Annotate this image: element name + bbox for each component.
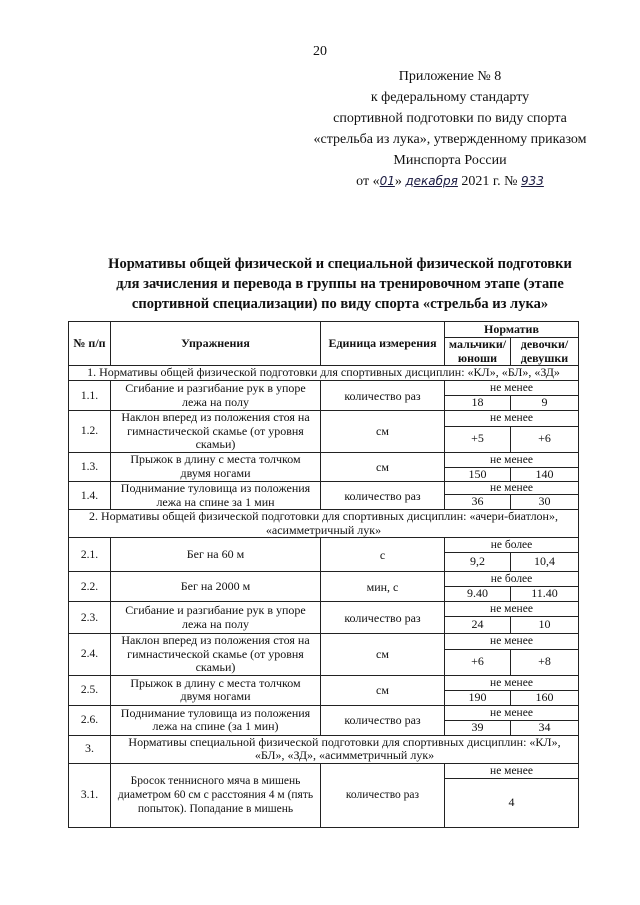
row-condition: не менее <box>445 381 579 396</box>
row-boys: 24 <box>445 617 511 634</box>
row-girls: 30 <box>511 495 579 510</box>
header-row <box>69 322 579 338</box>
row-unit: мин, с <box>321 572 445 602</box>
row-girls: +8 <box>511 649 579 675</box>
date-mid: » <box>394 174 402 189</box>
row-unit: количество раз <box>321 482 445 510</box>
row-exercise: Прыжок в длину с места толчком двумя ногами <box>111 675 321 705</box>
row-girls: 10 <box>511 617 579 634</box>
row-girls: 11.40 <box>511 587 579 602</box>
section-number: 3. <box>69 735 111 763</box>
row-girls: +6 <box>511 426 579 452</box>
row-exercise: Бег на 2000 м <box>111 572 321 602</box>
annex-line-standard: к федеральному стандарту <box>370 90 530 105</box>
annex-line-order: «стрельба из лука», утвержденному приказом <box>313 132 587 147</box>
row-unit: количество раз <box>321 705 445 735</box>
row-unit: количество раз <box>321 763 445 827</box>
row-condition: не менее <box>445 411 579 427</box>
row-value: 4 <box>445 778 579 827</box>
row-boys: 190 <box>445 690 511 705</box>
row-number: 1.4. <box>69 482 111 510</box>
row-number: 2.6. <box>69 705 111 735</box>
section-row <box>69 366 579 381</box>
section-title: Нормативы специальной физической подготовки для спортивных дисциплин: «КЛ», «БЛ», «ЗД», «асимметричный лук» <box>111 735 579 763</box>
header-norm: Норматив <box>445 322 579 338</box>
row-exercise: Поднимание туловища из положения лежа на спине за 1 мин <box>111 482 321 510</box>
date-year: 2021 г. № <box>461 174 518 189</box>
row-condition: не менее <box>445 675 579 690</box>
table-row <box>69 705 579 720</box>
date-day: 01 <box>379 174 395 188</box>
row-condition: не более <box>445 538 579 553</box>
row-unit: см <box>321 675 445 705</box>
heading-line-3: спортивной специализации) по виду спорта «стрельба из лука» <box>131 296 549 312</box>
row-condition: не менее <box>445 452 579 467</box>
table-row <box>69 634 579 650</box>
row-girls: 140 <box>511 467 579 482</box>
row-condition: не менее <box>445 634 579 650</box>
table-row <box>69 675 579 690</box>
header-girls: девочки/ девушки <box>511 338 579 366</box>
table-row <box>69 411 579 427</box>
row-boys: 39 <box>445 720 511 735</box>
norms-table <box>68 321 579 828</box>
row-condition: не менее <box>445 763 579 778</box>
table-row <box>69 763 579 778</box>
row-condition: не менее <box>445 482 579 495</box>
annex-date-line <box>300 171 600 192</box>
row-unit: см <box>321 452 445 482</box>
row-girls: 34 <box>511 720 579 735</box>
row-exercise: Прыжок в длину с места толчком двумя ногами <box>111 452 321 482</box>
row-exercise: Бег на 60 м <box>111 538 321 572</box>
header-exercise: Упражнения <box>111 322 321 366</box>
row-number: 2.2. <box>69 572 111 602</box>
row-exercise: Сгибание и разгибание рук в упоре лежа на полу <box>111 602 321 634</box>
row-girls: 160 <box>511 690 579 705</box>
row-number: 1.2. <box>69 411 111 453</box>
annex-line-sport: спортивной подготовки по виду спорта <box>333 111 567 126</box>
row-unit: см <box>321 634 445 676</box>
row-unit: с <box>321 538 445 572</box>
row-number: 2.3. <box>69 602 111 634</box>
header-boys: мальчики/ юноши <box>445 338 511 366</box>
row-unit: см <box>321 411 445 453</box>
row-girls: 10,4 <box>511 553 579 572</box>
row-boys: +6 <box>445 649 511 675</box>
section-row <box>69 510 579 538</box>
row-exercise: Бросок теннисного мяча в мишень диаметром 60 см с расстояния 4 м (пять попыток). Попадание в мишень <box>111 763 321 827</box>
row-condition: не менее <box>445 602 579 617</box>
row-unit: количество раз <box>321 602 445 634</box>
table-row <box>69 538 579 553</box>
table-row <box>69 452 579 467</box>
row-boys: 9,2 <box>445 553 511 572</box>
row-number: 3.1. <box>69 763 111 827</box>
date-month: декабря <box>405 174 458 188</box>
date-prefix: от « <box>356 174 380 189</box>
header-no: № п/п <box>69 322 111 366</box>
table-row <box>69 602 579 617</box>
page-number: 20 <box>313 44 327 59</box>
heading-line-2: для зачисления и перевода в группы на тренировочном этапе (этапе <box>116 276 564 292</box>
table-row <box>69 482 579 495</box>
row-number: 1.3. <box>69 452 111 482</box>
table-row <box>69 572 579 587</box>
row-condition: не менее <box>445 705 579 720</box>
row-boys: +5 <box>445 426 511 452</box>
row-boys: 18 <box>445 396 511 411</box>
row-exercise: Поднимание туловища из положения лежа на спине (за 1 мин) <box>111 705 321 735</box>
header-unit: Единица измерения <box>321 322 445 366</box>
annex-line-ministry: Минспорта России <box>393 153 507 168</box>
section-title: 2. Нормативы общей физической подготовки для спортивных дисциплин: «ачери-биатлон», «асимметричный лук» <box>69 510 579 538</box>
row-girls: 9 <box>511 396 579 411</box>
row-exercise: Наклон вперед из положения стоя на гимнастической скамье (от уровня скамьи) <box>111 634 321 676</box>
table-row <box>69 381 579 396</box>
row-number: 2.1. <box>69 538 111 572</box>
heading-line-1: Нормативы общей физической и специальной физической подготовки <box>108 256 572 272</box>
row-number: 2.5. <box>69 675 111 705</box>
row-number: 2.4. <box>69 634 111 676</box>
row-condition: не более <box>445 572 579 587</box>
order-number: 933 <box>520 174 544 188</box>
row-exercise: Наклон вперед из положения стоя на гимнастической скамье (от уровня скамьи) <box>111 411 321 453</box>
row-exercise: Сгибание и разгибание рук в упоре лежа на полу <box>111 381 321 411</box>
annex-title: Приложение № 8 <box>398 69 502 84</box>
row-unit: количество раз <box>321 381 445 411</box>
section-title: 1. Нормативы общей физической подготовки для спортивных дисциплин: «КЛ», «БЛ», «ЗД» <box>69 366 579 381</box>
annex-block <box>300 66 600 192</box>
row-boys: 9.40 <box>445 587 511 602</box>
row-boys: 36 <box>445 495 511 510</box>
row-boys: 150 <box>445 467 511 482</box>
section-row <box>69 735 579 763</box>
row-number: 1.1. <box>69 381 111 411</box>
document-heading <box>60 254 620 314</box>
